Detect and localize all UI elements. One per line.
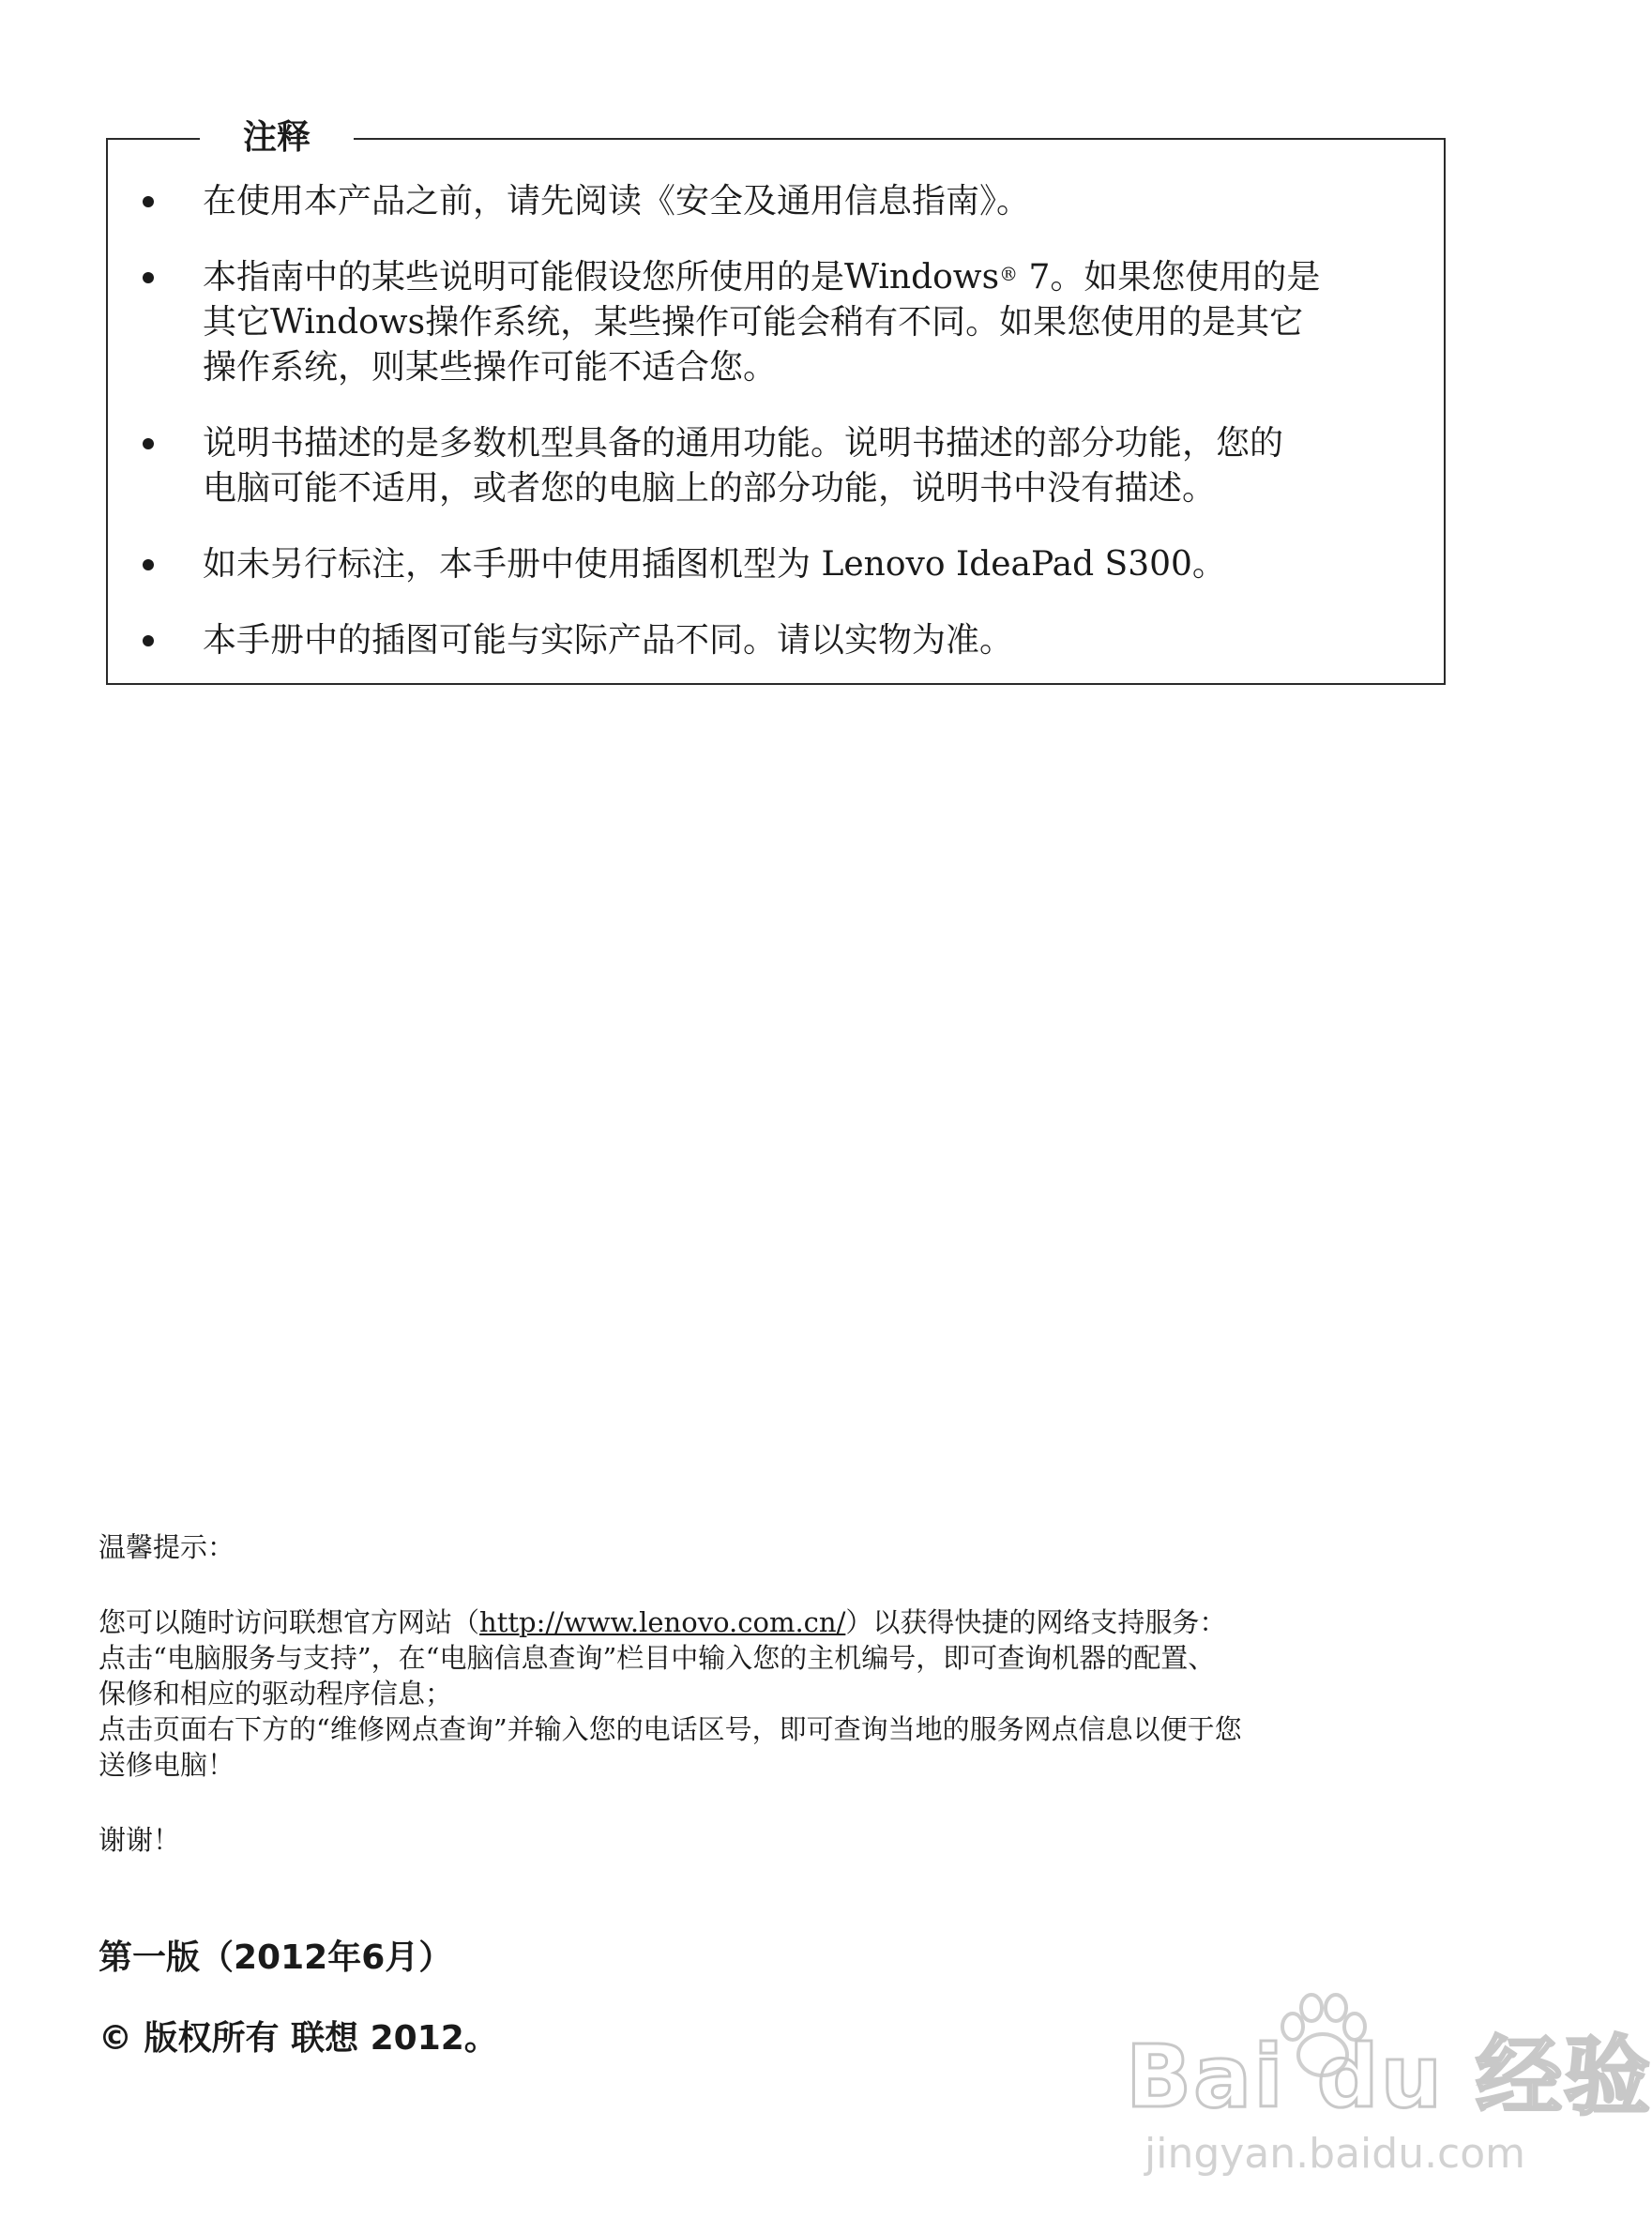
tips-line5: 送修电脑！ bbox=[99, 1749, 235, 1781]
bullet-icon bbox=[143, 438, 154, 449]
edition-line: 第一版（2012年6月） bbox=[99, 1938, 453, 1977]
copyright-line: © 版权所有 联想 2012。 bbox=[99, 2019, 498, 2058]
tips-line1-after: ）以获得快捷的网络支持服务： bbox=[845, 1606, 1227, 1638]
note-text-line2: 电脑可能不适用，或者您的电脑上的部分功能，说明书中没有描述。 bbox=[203, 469, 1217, 508]
note-item-3 bbox=[108, 421, 1444, 511]
bullet-icon bbox=[143, 635, 154, 646]
note-item-2 bbox=[108, 255, 1444, 390]
note-text-line1-before: 本指南中的某些说明可能假设您所使用的是Windows bbox=[203, 258, 1000, 296]
note-item-4 bbox=[108, 542, 1444, 587]
tips-line1 bbox=[99, 1604, 1449, 1640]
note-text-line1-after: 7。如果您使用的是 bbox=[1018, 258, 1321, 296]
note-text: 本手册中的插图可能与实际产品不同。请以实物为准。 bbox=[203, 621, 1014, 660]
note-text-line3: 操作系统，则某些操作可能不适合您。 bbox=[203, 348, 778, 387]
tips-thanks: 谢谢！ bbox=[99, 1824, 181, 1856]
note-item-1 bbox=[108, 179, 1444, 224]
notes-title: 注释 bbox=[200, 114, 354, 162]
registered-mark: ® bbox=[999, 263, 1019, 285]
watermark-url: jingyan.baidu.com bbox=[1144, 2130, 1526, 2178]
note-text: 如未另行标注，本手册中使用插图机型为 Lenovo IdeaPad S300。 bbox=[203, 545, 1226, 584]
tips-heading: 温馨提示： bbox=[99, 1531, 235, 1563]
bullet-icon bbox=[143, 196, 154, 207]
note-item-5 bbox=[108, 618, 1444, 663]
tips-line1-before: 您可以随时访问联想官方网站（ bbox=[99, 1606, 480, 1638]
notes-box bbox=[106, 118, 1446, 685]
note-text: 在使用本产品之前，请先阅读《安全及通用信息指南》。 bbox=[203, 182, 1031, 220]
tips-line4: 点击页面右下方的“维修网点查询”并输入您的电话区号，即可查询当地的服务网点信息以便于您 bbox=[99, 1713, 1242, 1745]
bullet-icon bbox=[143, 559, 154, 570]
note-text-line2: 其它Windows操作系统，某些操作可能会稍有不同。如果您使用的是其它 bbox=[203, 303, 1304, 342]
bullet-icon bbox=[143, 272, 154, 283]
notes-list bbox=[108, 179, 1444, 694]
tips-section bbox=[99, 1529, 1449, 1858]
lenovo-website-link[interactable]: http://www.lenovo.com.cn/ bbox=[479, 1606, 846, 1638]
tips-line2: 点击“电脑服务与支持”，在“电脑信息查询”栏目中输入您的主机编号，即可查询机器的配置、 bbox=[99, 1642, 1216, 1674]
tips-line3: 保修和相应的驱动程序信息； bbox=[99, 1678, 453, 1710]
note-text-line1: 说明书描述的是多数机型具备的通用功能。说明书描述的部分功能，您的 bbox=[203, 424, 1284, 463]
baidu-watermark bbox=[1126, 1989, 1652, 2196]
watermark-logo-text: Bai du 经验 bbox=[1126, 2027, 1652, 2127]
